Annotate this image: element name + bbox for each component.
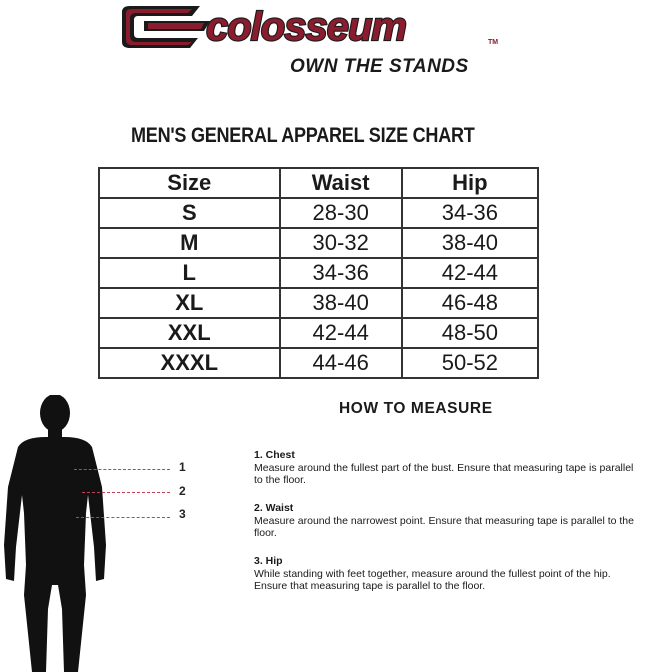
chest-instruction <box>254 449 634 487</box>
table-row <box>99 348 538 378</box>
waist-cell: 38-40 <box>280 288 402 318</box>
table-row <box>99 288 538 318</box>
waist-cell: 28-30 <box>280 198 402 228</box>
waist-dash-line <box>82 492 170 493</box>
marker-1: 1 <box>179 460 186 474</box>
hip-cell: 42-44 <box>402 258 538 288</box>
table-row <box>99 258 538 288</box>
size-cell: L <box>99 258 280 288</box>
header-waist: Waist <box>280 168 402 198</box>
hip-dash-line <box>76 517 170 518</box>
table-row <box>99 198 538 228</box>
chest-heading: 1. Chest <box>254 449 295 461</box>
marker-3: 3 <box>179 507 186 521</box>
waist-text: Measure around the narrowest point. Ensure that measuring tape is parallel to the floor. <box>254 514 634 539</box>
waist-instruction <box>254 502 650 540</box>
waist-cell: 44-46 <box>280 348 402 378</box>
brand-tagline: OWN THE STANDS <box>290 56 469 77</box>
chest-text: Measure around the fullest part of the bust. Ensure that measuring tape is parallel to the floor. <box>254 461 634 486</box>
hip-cell: 34-36 <box>402 198 538 228</box>
table-header-row <box>99 168 538 198</box>
hip-cell: 46-48 <box>402 288 538 318</box>
waist-heading: 2. Waist <box>254 502 294 514</box>
logo-wordmark: colosseum <box>206 5 406 49</box>
size-chart-table <box>98 167 539 379</box>
hip-cell: 50-52 <box>402 348 538 378</box>
header-hip: Hip <box>402 168 538 198</box>
chart-title: MEN'S GENERAL APPAREL SIZE CHART <box>131 124 475 147</box>
body-silhouette-figure <box>0 395 210 672</box>
marker-2: 2 <box>179 484 186 498</box>
table-row <box>99 228 538 258</box>
waist-cell: 34-36 <box>280 258 402 288</box>
hip-text: While standing with feet together, measure around the fullest point of the hip. Ensure that measuring tape is parallel to the floor. <box>254 567 611 592</box>
how-to-measure-title: HOW TO MEASURE <box>339 400 493 417</box>
waist-cell: 30-32 <box>280 228 402 258</box>
table-row <box>99 318 538 348</box>
size-cell: S <box>99 198 280 228</box>
hip-instruction <box>254 555 614 593</box>
header-size: Size <box>99 168 280 198</box>
size-cell: XXL <box>99 318 280 348</box>
hip-cell: 48-50 <box>402 318 538 348</box>
chest-dash-line <box>74 469 170 470</box>
trademark-mark: TM <box>488 39 499 46</box>
size-cell: M <box>99 228 280 258</box>
hip-cell: 38-40 <box>402 228 538 258</box>
colosseum-logo <box>118 4 508 50</box>
size-cell: XL <box>99 288 280 318</box>
waist-cell: 42-44 <box>280 318 402 348</box>
hip-heading: 3. Hip <box>254 555 283 567</box>
size-cell: XXXL <box>99 348 280 378</box>
